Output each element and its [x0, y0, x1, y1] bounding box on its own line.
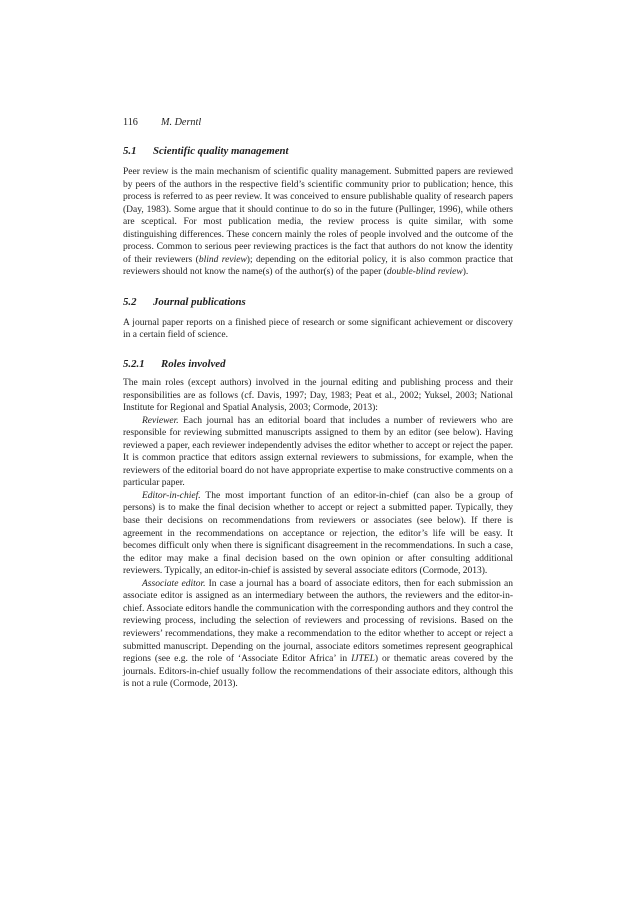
section-heading-5-2: [123, 295, 513, 309]
section-title: Journal publications: [153, 295, 246, 308]
section-heading-5-1: [123, 144, 513, 158]
term-editor-in-chief: Editor-in-chief.: [142, 490, 201, 501]
text-run: Each journal has an editorial board that includes a number of reviewers who are responsible for reviewing submitted manuscripts assigned to them by an editor (see below). Having reviewed a paper, each reviewer independently advises the editor whether to accept or reject the paper. It is common practice that editors assign external reviewers to submissions, for example, when the reviewers of the editorial board do not have appropriate expertise to make constructive comments on a particular paper.: [123, 415, 513, 489]
page-number: 116: [123, 117, 138, 128]
emphasis-blind-review: blind review: [198, 254, 247, 265]
section-number: 5.1: [123, 145, 137, 157]
text-run: ); depending on the editorial policy, it is also common practice that reviewers should not know the name(s) of the author(s) of the paper (: [123, 254, 513, 278]
paragraph-editor-in-chief: [123, 490, 513, 578]
term-associate-editor: Associate editor.: [142, 578, 206, 589]
text-run: ) or thematic areas covered by the journals. Editors-in-chief usually follow the recommendations of their associate editors, although this is not a rule (Cormode, 2013).: [123, 654, 513, 690]
running-header: [123, 116, 513, 130]
page-content: [123, 116, 513, 691]
text-run: The most important function of an editor-in-chief (can also be a group of persons) is to make the final decision whether to accept or reject a submitted paper. Typically, they base their decisions on recommendations from reviewers or associates (see below). If there is agreement in the recommendations on acceptance or rejection, the editor’s life will be easy. It becomes difficult only when there is significant disagreement in the recommendations. In such a case, the editor may make a final decision based on the own opinion or after consulting additional reviewers. Typically, an editor-in-chief is assisted by several associate editors (Cormode, 2013).: [123, 490, 513, 577]
section-number: 5.2.1: [123, 358, 145, 371]
running-author: M. Derntl: [161, 117, 202, 128]
text-run: In case a journal has a board of associate editors, then for each submission an associate editor is assigned as an intermediary between the authors, the reviewers and the editor-in-chief. Associate editors handle the communication with the corresponding authors and they control the reviewing process, including the selection of reviewers and processing of revisions. Based on the reviewers’ recommendations, they make a recommendation to the editor whether to accept or reject a submitted manuscript. Depending on the journal, associate editors sometimes represent geographical regions (see e.g. the role of ‘Associate Editor Africa’ in: [123, 578, 513, 665]
text-run: Peer review is the main mechanism of scientific quality management. Submitted papers are reviewed by peers of the authors in the respective field’s scientific community prior to publication; hence, this process is referred to as peer review. It was conceived to ensure publishable quality of research papers (Day, 1983). Some argue that it should continue to do so in the future (Pullinger, 1996), while others are sceptical. For most publication media, the review process is quite similar, with some distinguishing differences. These concern mainly the roles of people involved and the outcome of the process. Common to serious peer reviewing practices is the fact that authors do not know the identity of their reviewers (: [123, 167, 513, 265]
paragraph-reviewer: [123, 415, 513, 490]
emphasis-double-blind-review: double-blind review: [386, 267, 463, 278]
paragraph-journal-publications: A journal paper reports on a finished piece of research or some significant achievement or discovery in a certain field of science.: [123, 317, 513, 341]
section-number: 5.2: [123, 295, 137, 308]
journal-name: IJTEL: [351, 654, 375, 665]
section-title: Roles involved: [161, 358, 226, 371]
section-title: Scientific quality management: [153, 145, 289, 157]
paragraph-peer-review: [123, 166, 513, 279]
section-heading-5-2-1: [123, 357, 513, 371]
paragraph-associate-editor: [123, 578, 513, 691]
text-run: ).: [462, 267, 469, 278]
term-reviewer: Reviewer.: [142, 415, 179, 426]
paragraph-roles-intro: The main roles (except authors) involved in the journal editing and publishing process and their responsibilities are as follows (cf. Davis, 1997; Day, 1983; Peat et al., 2002; Yuksel, 2003; National Institute for Regional and Spatial Analysis, 2003; Cormode, 2013):: [123, 378, 513, 414]
